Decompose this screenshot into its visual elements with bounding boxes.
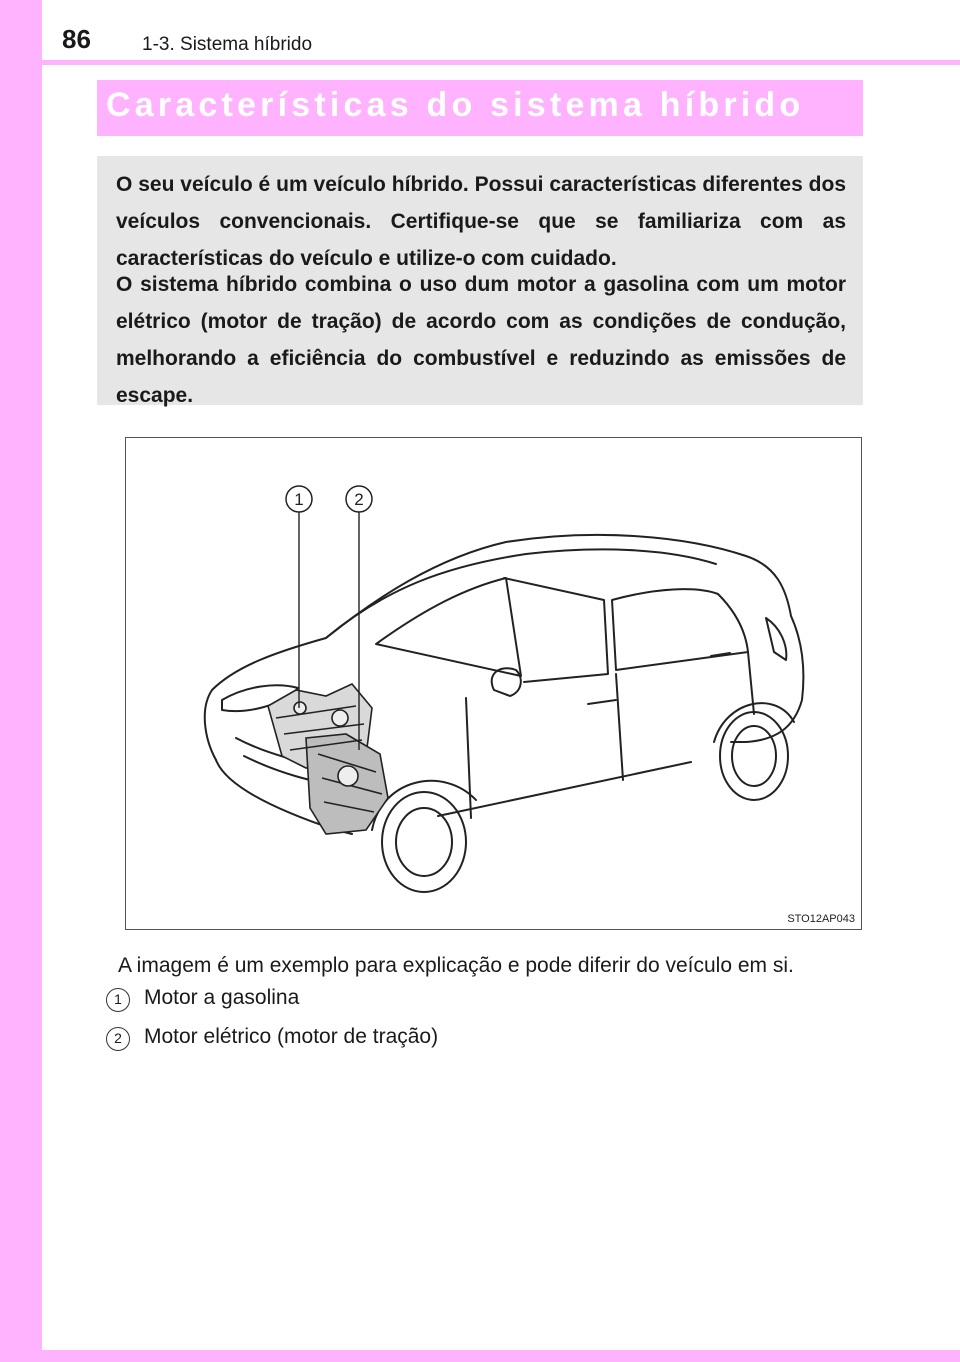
running-header: 1-3. Sistema híbrido [142,34,313,55]
rear-side-window [612,589,748,670]
side-color-band [0,0,42,1362]
intro-paragraph-1: O seu veículo é um veículo híbrido. Possui características diferentes dos veículos convencionais. Certifique-se que se familiariza com as características do veículo e utilize-o com cuidado. [116,173,846,270]
front-wheel-arch [372,781,476,830]
section-title: Características do sistema híbrido [106,86,805,124]
front-door-edge [466,698,471,818]
callout-1-number: 1 [294,490,304,509]
callout-1-marker [286,486,312,512]
rear-light [766,618,786,660]
callout-2-number: 2 [354,490,364,509]
roofline [326,549,716,638]
side-sill [438,762,691,816]
hybrid-car-illustration [126,438,863,931]
legend-number-2: 2 [106,1027,130,1051]
door-divider [616,674,623,780]
intro-paragraph-2: O sistema híbrido combina o uso dum motor a gasolina com um motor elétrico (motor de tração) de acordo com as condições de condução, melhorando a eficiência do combustível e reduzindo as emissões de escape. [116,273,846,407]
legend-label-1: Motor a gasolina [144,986,300,1009]
windshield [376,578,521,676]
bottom-color-band [0,1350,960,1362]
figure-caption: A imagem é um exemplo para explicação e pode diferir do veículo em si. [118,954,794,977]
figure-code: STO12AP043 [787,913,855,925]
front-door-handle [588,700,616,704]
legend-number-1: 1 [106,988,130,1012]
callout-2-marker [346,486,372,512]
legend-label-2: Motor elétrico (motor de tração) [144,1025,439,1048]
car-illustration-figure [125,437,862,930]
header-rule [0,60,960,65]
page-number: 86 [62,24,91,54]
